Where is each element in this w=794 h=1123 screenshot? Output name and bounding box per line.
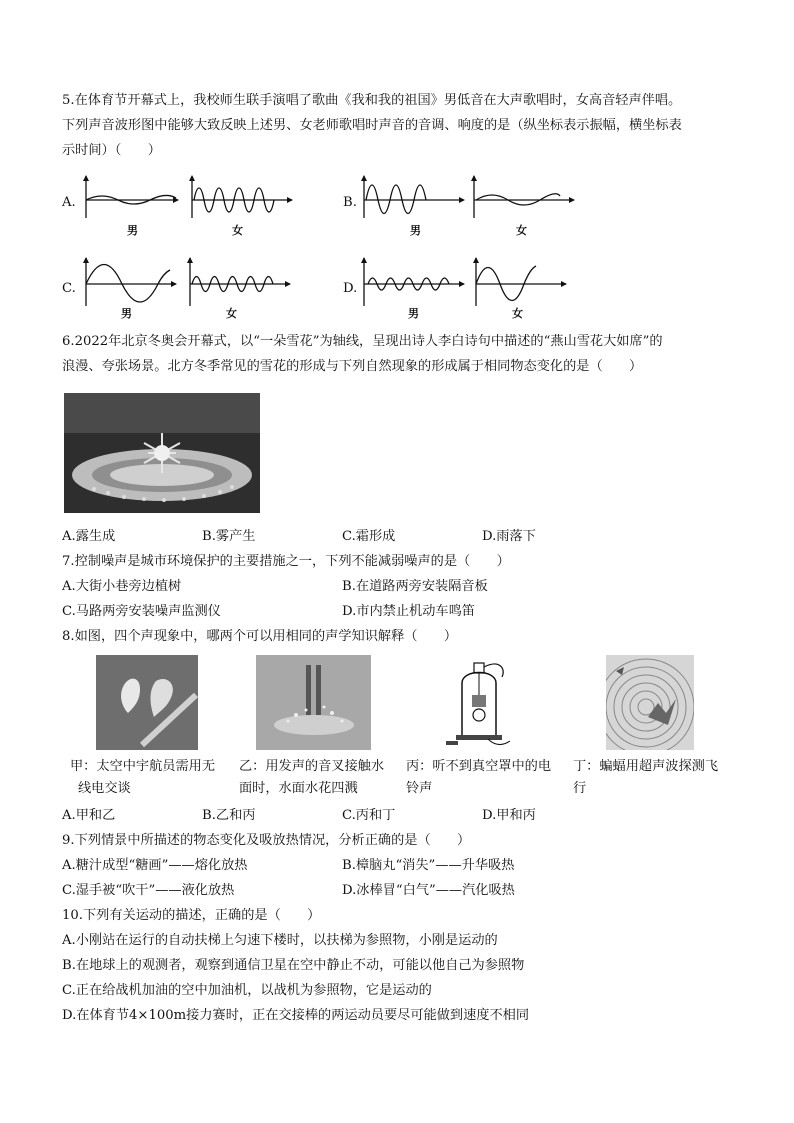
q6-stem-line1: 6.2022年北京冬奥会开幕式，以“一朵雪花”为轴线，呈现出诗人李白诗句中描述的“燕山雪花大如席”的	[62, 334, 663, 349]
q5-a-male-waveform	[80, 174, 180, 220]
q6-option-a[interactable]: A.露生成	[62, 529, 116, 544]
caption-bing-line2: 铃声	[406, 781, 433, 796]
q9-option-b[interactable]: B.樟脑丸“消失”——升华吸热	[342, 858, 515, 873]
q6-option-b[interactable]: B.雾产生	[202, 529, 256, 544]
q10-option-c[interactable]: C.正在给战机加油的空中加油机，以战机为参照物，它是运动的	[62, 983, 432, 998]
q7-option-b[interactable]: B.在道路两旁安装隔音板	[342, 579, 488, 594]
q7-option-d[interactable]: D.市内禁止机动车鸣笛	[342, 604, 475, 619]
caption-ding	[573, 756, 743, 800]
olympics-snowflake-photo	[64, 393, 260, 513]
q5-stem-line2: 下列声音波形图中能够大致反映上述男、女老师歌唱时声音的音调、响度的是（纵坐标表示振幅，横坐标表	[62, 118, 682, 133]
bat-ultrasound-photo	[606, 655, 694, 750]
q7-option-c[interactable]: C.马路两旁安装噪声监测仪	[62, 604, 221, 619]
q5-option-a-letter[interactable]: A.	[62, 195, 76, 210]
q5-b-male-waveform	[358, 174, 468, 220]
q10-stem: 10.下列有关运动的描述，正确的是（ ）	[62, 908, 321, 923]
q5-c-male-label: 男	[121, 307, 132, 320]
q6-option-c[interactable]: C.霜形成	[342, 529, 396, 544]
q5-c-female-waveform	[184, 256, 294, 308]
q5-a-female-waveform	[186, 174, 296, 220]
caption-jia-line1: 甲：太空中宇航员需用无	[70, 759, 216, 774]
caption-bing	[406, 756, 576, 800]
q8-option-a[interactable]: A.甲和乙	[62, 808, 116, 823]
caption-yi	[239, 756, 409, 800]
q7-stem: 7.控制噪声是城市环境保护的主要措施之一，下列不能减弱噪声的是（ ）	[62, 554, 510, 569]
caption-jia-line2: 线电交谈	[78, 781, 131, 796]
q5-a-male-label: 男	[127, 224, 138, 237]
q5-b-female-waveform	[468, 174, 578, 220]
q8-stem: 8.如图，四个声现象中，哪两个可以用相同的声学知识解释（ ）	[62, 629, 458, 644]
q6-stem-line2: 浪漫、夸张场景。北方冬季常见的雪花的形成与下列自然现象的形成属于相同物态变化的是（ ）	[62, 359, 643, 374]
q5-c-female-label: 女	[226, 307, 237, 320]
q10-option-d[interactable]: D.在体育节4×100m接力赛时，正在交接棒的两运动员要尽可能做到速度不相同	[62, 1008, 530, 1023]
caption-jia	[62, 756, 232, 800]
q7-option-a[interactable]: A.大街小巷旁边植树	[62, 579, 182, 594]
q8-option-b[interactable]: B.乙和丙	[202, 808, 256, 823]
q5-d-female-label: 女	[512, 307, 523, 320]
q5-d-male-label: 男	[408, 307, 419, 320]
q5-stem-line3: 示时间）（ ）	[62, 143, 161, 158]
q5-option-b-letter[interactable]: B.	[343, 195, 357, 210]
q9-option-d[interactable]: D.冰棒冒“白气”——汽化吸热	[342, 883, 515, 898]
q10-option-b[interactable]: B.在地球上的观测者，观察到通信卫星在空中静止不动，可能以他自己为参照物	[62, 958, 525, 973]
caption-ding-line1: 丁：蝙蝠用超声波探测飞	[573, 759, 719, 774]
caption-yi-line1: 乙：用发声的音叉接触水	[239, 759, 385, 774]
vacuum-bell-jar-diagram	[444, 655, 514, 750]
q5-b-male-label: 男	[410, 224, 421, 237]
q6-option-d[interactable]: D.雨落下	[482, 529, 536, 544]
q5-option-d-letter[interactable]: D.	[343, 281, 358, 296]
tuning-fork-water-photo	[256, 655, 371, 750]
q5-d-male-waveform	[358, 256, 468, 308]
q9-option-c[interactable]: C.湿手被“吹干”——液化放热	[62, 883, 235, 898]
q9-stem: 9.下列情景中所描述的物态变化及吸放热情况，分析正确的是（ ）	[62, 833, 471, 848]
q5-c-male-waveform	[80, 256, 180, 308]
astronauts-photo	[96, 655, 198, 750]
caption-yi-line2: 面时，水面水花四溅	[239, 781, 358, 796]
q9-option-a[interactable]: A.糖汁成型“糖画”——熔化放热	[62, 858, 248, 873]
q5-d-female-waveform	[470, 256, 570, 308]
q10-option-a[interactable]: A.小刚站在运行的自动扶梯上匀速下楼时，以扶梯为参照物，小刚是运动的	[62, 933, 498, 948]
q5-stem-line1: 5.在体育节开幕式上，我校师生联手演唱了歌曲《我和我的祖国》男低音在大声歌唱时，女高音轻声伴唱。	[62, 93, 682, 108]
q5-b-female-label: 女	[516, 224, 527, 237]
caption-bing-line1: 丙：听不到真空罩中的电	[406, 759, 552, 774]
q8-option-c[interactable]: C.丙和丁	[342, 808, 396, 823]
q8-option-d[interactable]: D.甲和丙	[482, 808, 536, 823]
caption-ding-line2: 行	[573, 781, 587, 796]
q5-a-female-label: 女	[232, 224, 243, 237]
q5-option-c-letter[interactable]: C.	[62, 281, 76, 296]
